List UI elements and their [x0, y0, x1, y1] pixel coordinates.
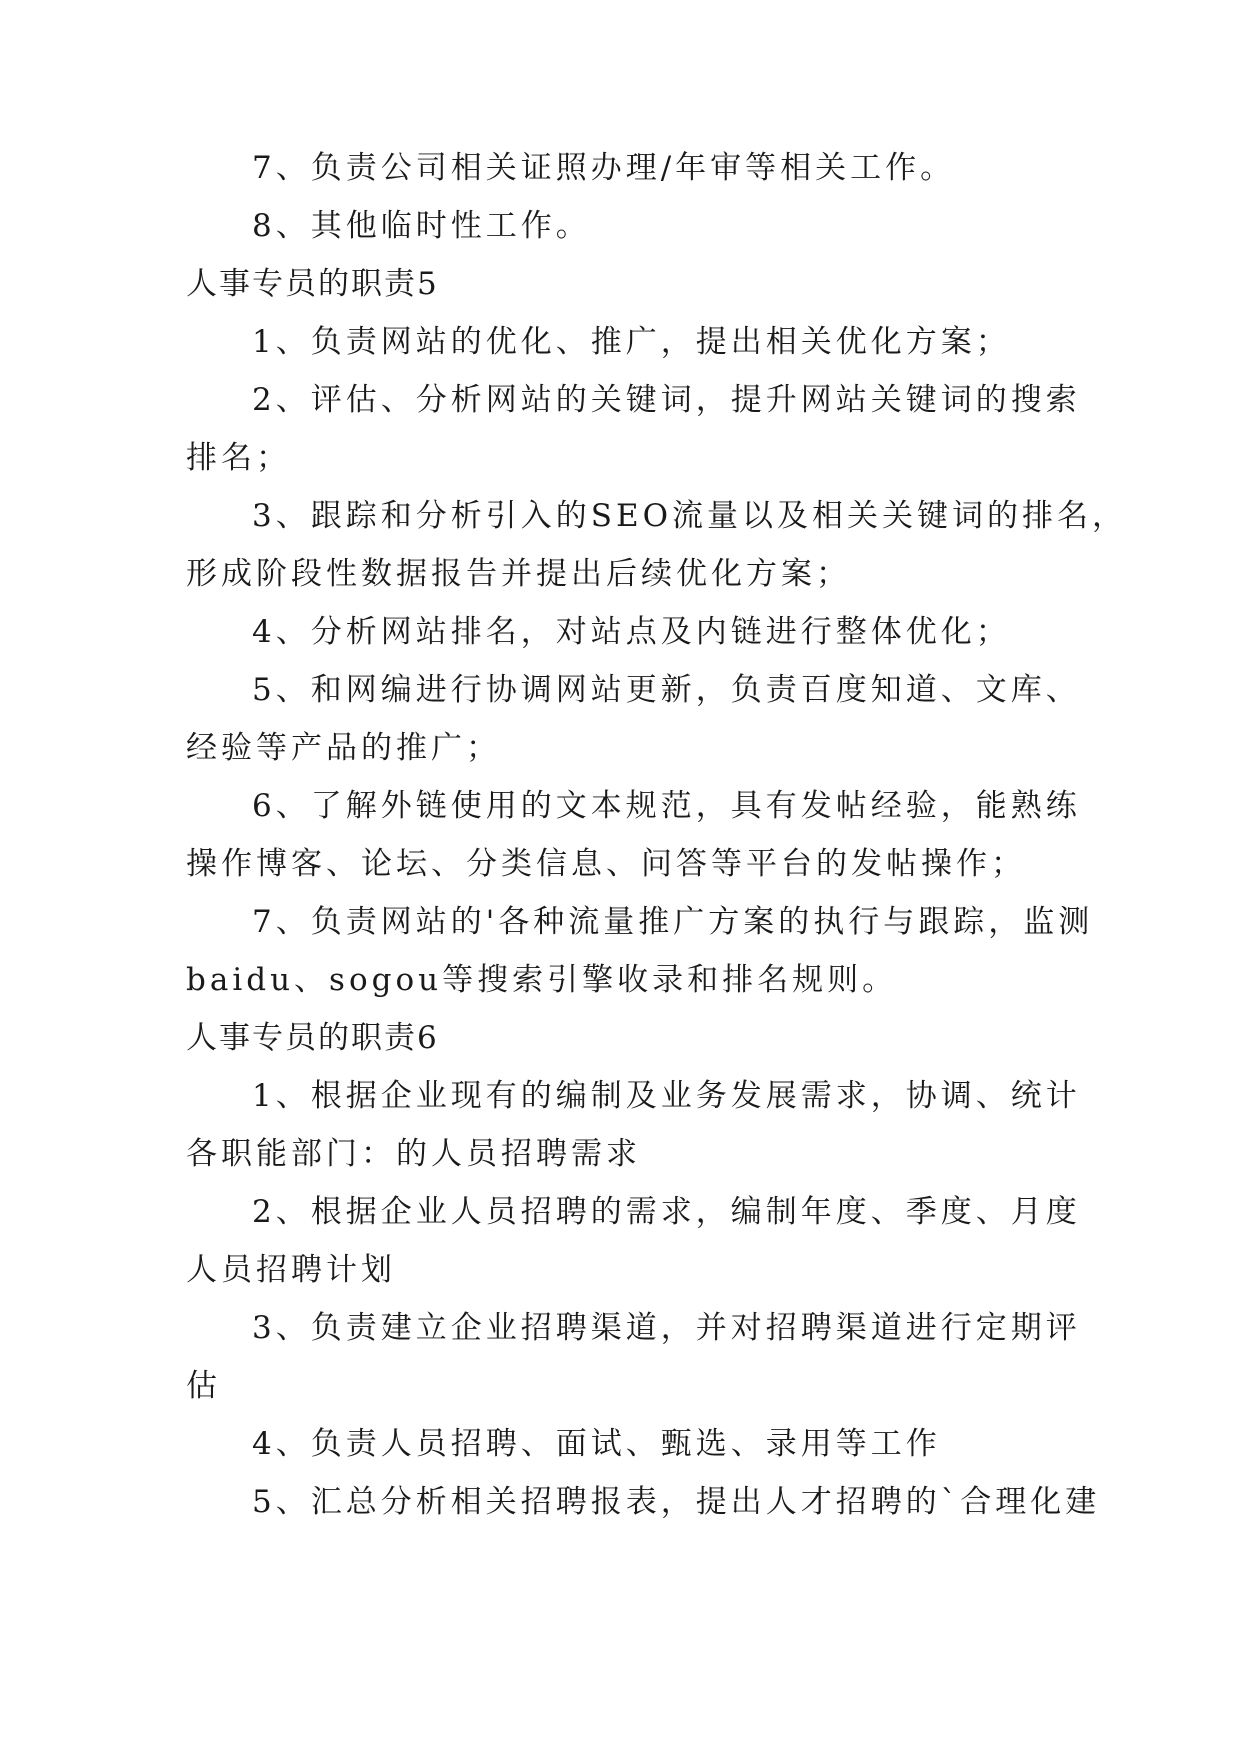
section-heading: 人事专员的职责5 — [186, 266, 439, 302]
paragraph-line: 排名； — [186, 440, 291, 476]
paragraph-line: 各职能部门：的人员招聘需求 — [186, 1136, 641, 1172]
section-heading: 人事专员的职责6 — [186, 1020, 439, 1056]
paragraph-line: 4、分析网站排名，对站点及内链进行整体优化； — [252, 614, 1011, 650]
paragraph-line: baidu、sogou等搜索引擎收录和排名规则。 — [186, 962, 898, 998]
paragraph-line: 6、了解外链使用的文本规范，具有发帖经验，能熟练 — [252, 788, 1081, 824]
paragraph-line: 5、汇总分析相关招聘报表，提出人才招聘的`合理化建 — [252, 1484, 1101, 1520]
paragraph-line: 7、负责公司相关证照办理/年审等相关工作。 — [252, 150, 956, 186]
paragraph-line: 形成阶段性数据报告并提出后续优化方案； — [186, 556, 851, 592]
paragraph-line: 4、负责人员招聘、面试、甄选、录用等工作 — [252, 1426, 941, 1462]
paragraph-line: 3、跟踪和分析引入的SEO流量以及相关关键词的排名， — [252, 498, 1128, 534]
paragraph-line: 估 — [186, 1368, 221, 1404]
paragraph-line: 7、负责网站的'各种流量推广方案的执行与跟踪，监测 — [252, 904, 1094, 940]
paragraph-line: 操作博客、论坛、分类信息、问答等平台的发帖操作； — [186, 846, 1026, 882]
paragraph-line: 1、负责网站的优化、推广，提出相关优化方案； — [252, 324, 1011, 360]
paragraph-line: 3、负责建立企业招聘渠道，并对招聘渠道进行定期评 — [252, 1310, 1081, 1346]
paragraph-line: 8、其他临时性工作。 — [252, 208, 591, 244]
paragraph-line: 2、根据企业人员招聘的需求，编制年度、季度、月度 — [252, 1194, 1081, 1230]
paragraph-line: 经验等产品的推广； — [186, 730, 501, 766]
paragraph-line: 2、评估、分析网站的关键词，提升网站关键词的搜索 — [252, 382, 1081, 418]
paragraph-line: 5、和网编进行协调网站更新，负责百度知道、文库、 — [252, 672, 1081, 708]
paragraph-line: 1、根据企业现有的编制及业务发展需求，协调、统计 — [252, 1078, 1081, 1114]
paragraph-line: 人员招聘计划 — [186, 1252, 396, 1288]
